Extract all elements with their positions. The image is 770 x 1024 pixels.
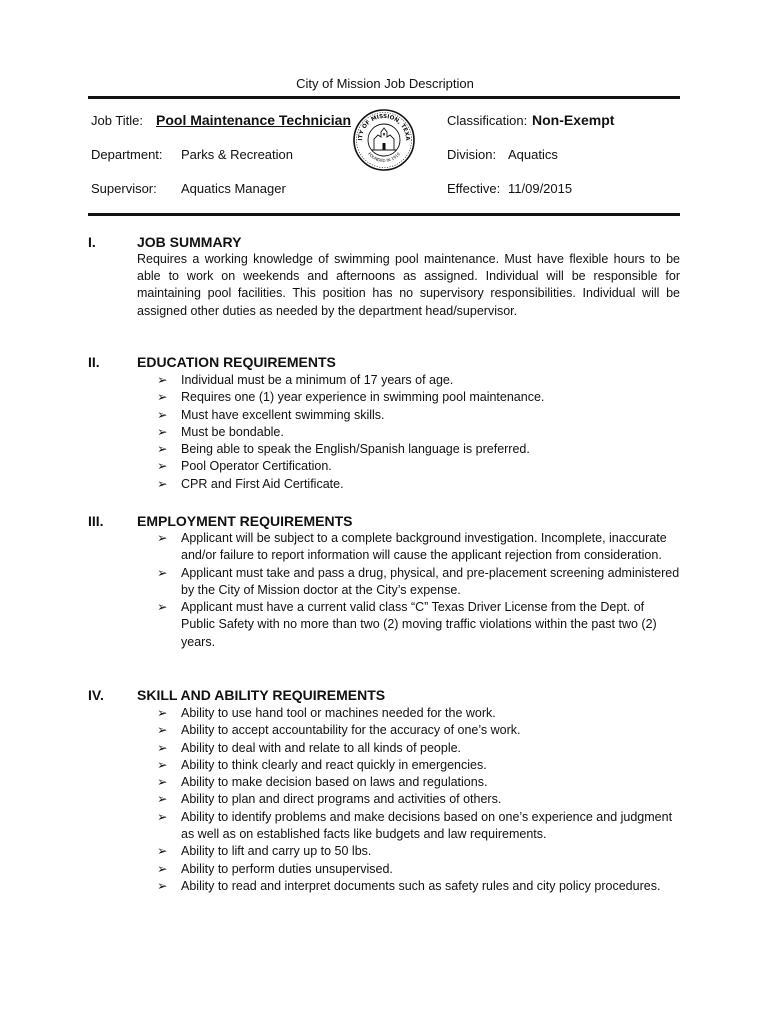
list-item: ➢ Applicant must take and pass a drug, physical, and pre-placement screening administered by the City of Mission doctor at the City’s expense.: [157, 565, 680, 597]
arrow-bullet-icon: ➢: [157, 844, 168, 859]
seal-top-text: ITY OF MISSION, TEXA: [357, 113, 411, 141]
job-title-label: Job Title:: [91, 113, 144, 128]
arrow-bullet-icon: ➢: [157, 476, 168, 491]
list-item: ➢ Ability to plan and direct programs and activities of others.: [157, 791, 680, 808]
classification-label: Classification:: [447, 113, 528, 128]
section-heading-employment: EMPLOYMENT REQUIREMENTS: [137, 513, 353, 529]
section-number-3: III.: [88, 513, 104, 529]
header-top-rule: [88, 96, 680, 99]
job-title-value: Pool Maintenance Technician: [156, 112, 352, 128]
arrow-bullet-icon: ➢: [157, 600, 168, 615]
list-item: ➢ Being able to speak the English/Spanish language is preferred.: [157, 441, 680, 458]
list-item: ➢ Applicant will be subject to a complete background investigation. Incomplete, inaccurate and/or failure to report information will cause the applicant rejection from consideration.: [157, 531, 667, 563]
arrow-bullet-icon: ➢: [157, 740, 168, 755]
list-item: ➢ Must have excellent swimming skills.: [157, 407, 680, 424]
list-item: ➢ CPR and First Aid Certificate.: [157, 476, 680, 493]
supervisor-label: Supervisor:: [91, 181, 157, 196]
list-item: ➢ Requires one (1) year experience in swimming pool maintenance.: [157, 389, 680, 406]
arrow-bullet-icon: ➢: [157, 757, 168, 772]
document-title: City of Mission Job Description: [296, 76, 474, 91]
arrow-bullet-icon: ➢: [157, 861, 168, 876]
list-item: ➢ Ability to accept accountability for the accuracy of one’s work.: [157, 722, 680, 739]
list-item: ➢ Ability to lift and carry up to 50 lbs.: [157, 843, 680, 860]
department-value: Parks & Recreation: [181, 147, 293, 162]
list-item: ➢ Ability to identify problems and make decisions based on one’s experience and judgment as well as on established facts like budgets and law requirements.: [157, 809, 673, 842]
list-item: ➢ Ability to use hand tool or machines needed for the work.: [157, 705, 680, 722]
effective-value: 11/09/2015: [508, 181, 573, 196]
city-seal-icon: [352, 108, 416, 172]
arrow-bullet-icon: ➢: [157, 565, 168, 580]
list-item: ➢ Ability to perform duties unsupervised.: [157, 861, 680, 878]
classification-value: Non-Exempt: [532, 112, 615, 128]
arrow-bullet-icon: ➢: [157, 424, 168, 439]
division-value: Aquatics: [508, 147, 558, 162]
header-bottom-rule: [88, 213, 680, 216]
list-item: ➢ Ability to deal with and relate to all kinds of people.: [157, 740, 680, 757]
section-number-1: I.: [88, 234, 96, 250]
section-number-2: II.: [88, 354, 100, 370]
arrow-bullet-icon: ➢: [157, 373, 168, 387]
list-item: ➢ Pool Operator Certification.: [157, 458, 680, 475]
arrow-bullet-icon: ➢: [157, 442, 168, 457]
section-heading-education: EDUCATION REQUIREMENTS: [137, 354, 336, 370]
arrow-bullet-icon: ➢: [157, 531, 168, 545]
arrow-bullet-icon: ➢: [157, 390, 168, 405]
arrow-bullet-icon: ➢: [157, 775, 168, 790]
list-item: ➢ Must be bondable.: [157, 424, 680, 441]
list-item: ➢ Individual must be a minimum of 17 years of age.: [157, 372, 680, 389]
section-heading-job-summary: JOB SUMMARY: [137, 234, 242, 250]
supervisor-value: Aquatics Manager: [181, 181, 286, 196]
division-label: Division:: [447, 147, 497, 162]
employment-list: [157, 530, 680, 651]
list-item: ➢ Applicant must have a current valid class “C” Texas Driver License from the Dept. of Public Safety with no more than two (2) moving traffic violations within the past two (2) years.: [157, 600, 657, 649]
section-heading-skills: SKILL AND ABILITY REQUIREMENTS: [137, 687, 386, 703]
section-number-4: IV.: [88, 687, 104, 703]
list-item: ➢ Ability to think clearly and react quickly in emergencies.: [157, 757, 680, 774]
department-label: Department:: [91, 147, 163, 162]
skills-list: [157, 705, 680, 895]
arrow-bullet-icon: ➢: [157, 723, 168, 738]
arrow-bullet-icon: ➢: [157, 706, 168, 720]
list-item: ➢ Ability to read and interpret documents such as safety rules and city policy procedures.: [157, 878, 680, 895]
education-list: [157, 372, 680, 493]
list-item: ➢ Ability to make decision based on laws and regulations.: [157, 774, 680, 791]
seal-bottom-text: FOUNDED IN 1910: [367, 151, 401, 164]
arrow-bullet-icon: ➢: [157, 459, 168, 474]
arrow-bullet-icon: ➢: [157, 792, 168, 807]
arrow-bullet-icon: ➢: [157, 878, 168, 893]
arrow-bullet-icon: ➢: [157, 809, 168, 824]
job-summary-paragraph: Requires a working knowledge of swimming pool maintenance. Must have flexible hours to be able to work on weekends and afternoons as assigned. Individual will be responsible for maintaining pool facilities. This position has no supervisory responsibilities. Individual will be assigned other duties as needed by the department head/supervisor.: [137, 252, 680, 318]
arrow-bullet-icon: ➢: [157, 407, 168, 422]
effective-label: Effective:: [447, 181, 501, 196]
